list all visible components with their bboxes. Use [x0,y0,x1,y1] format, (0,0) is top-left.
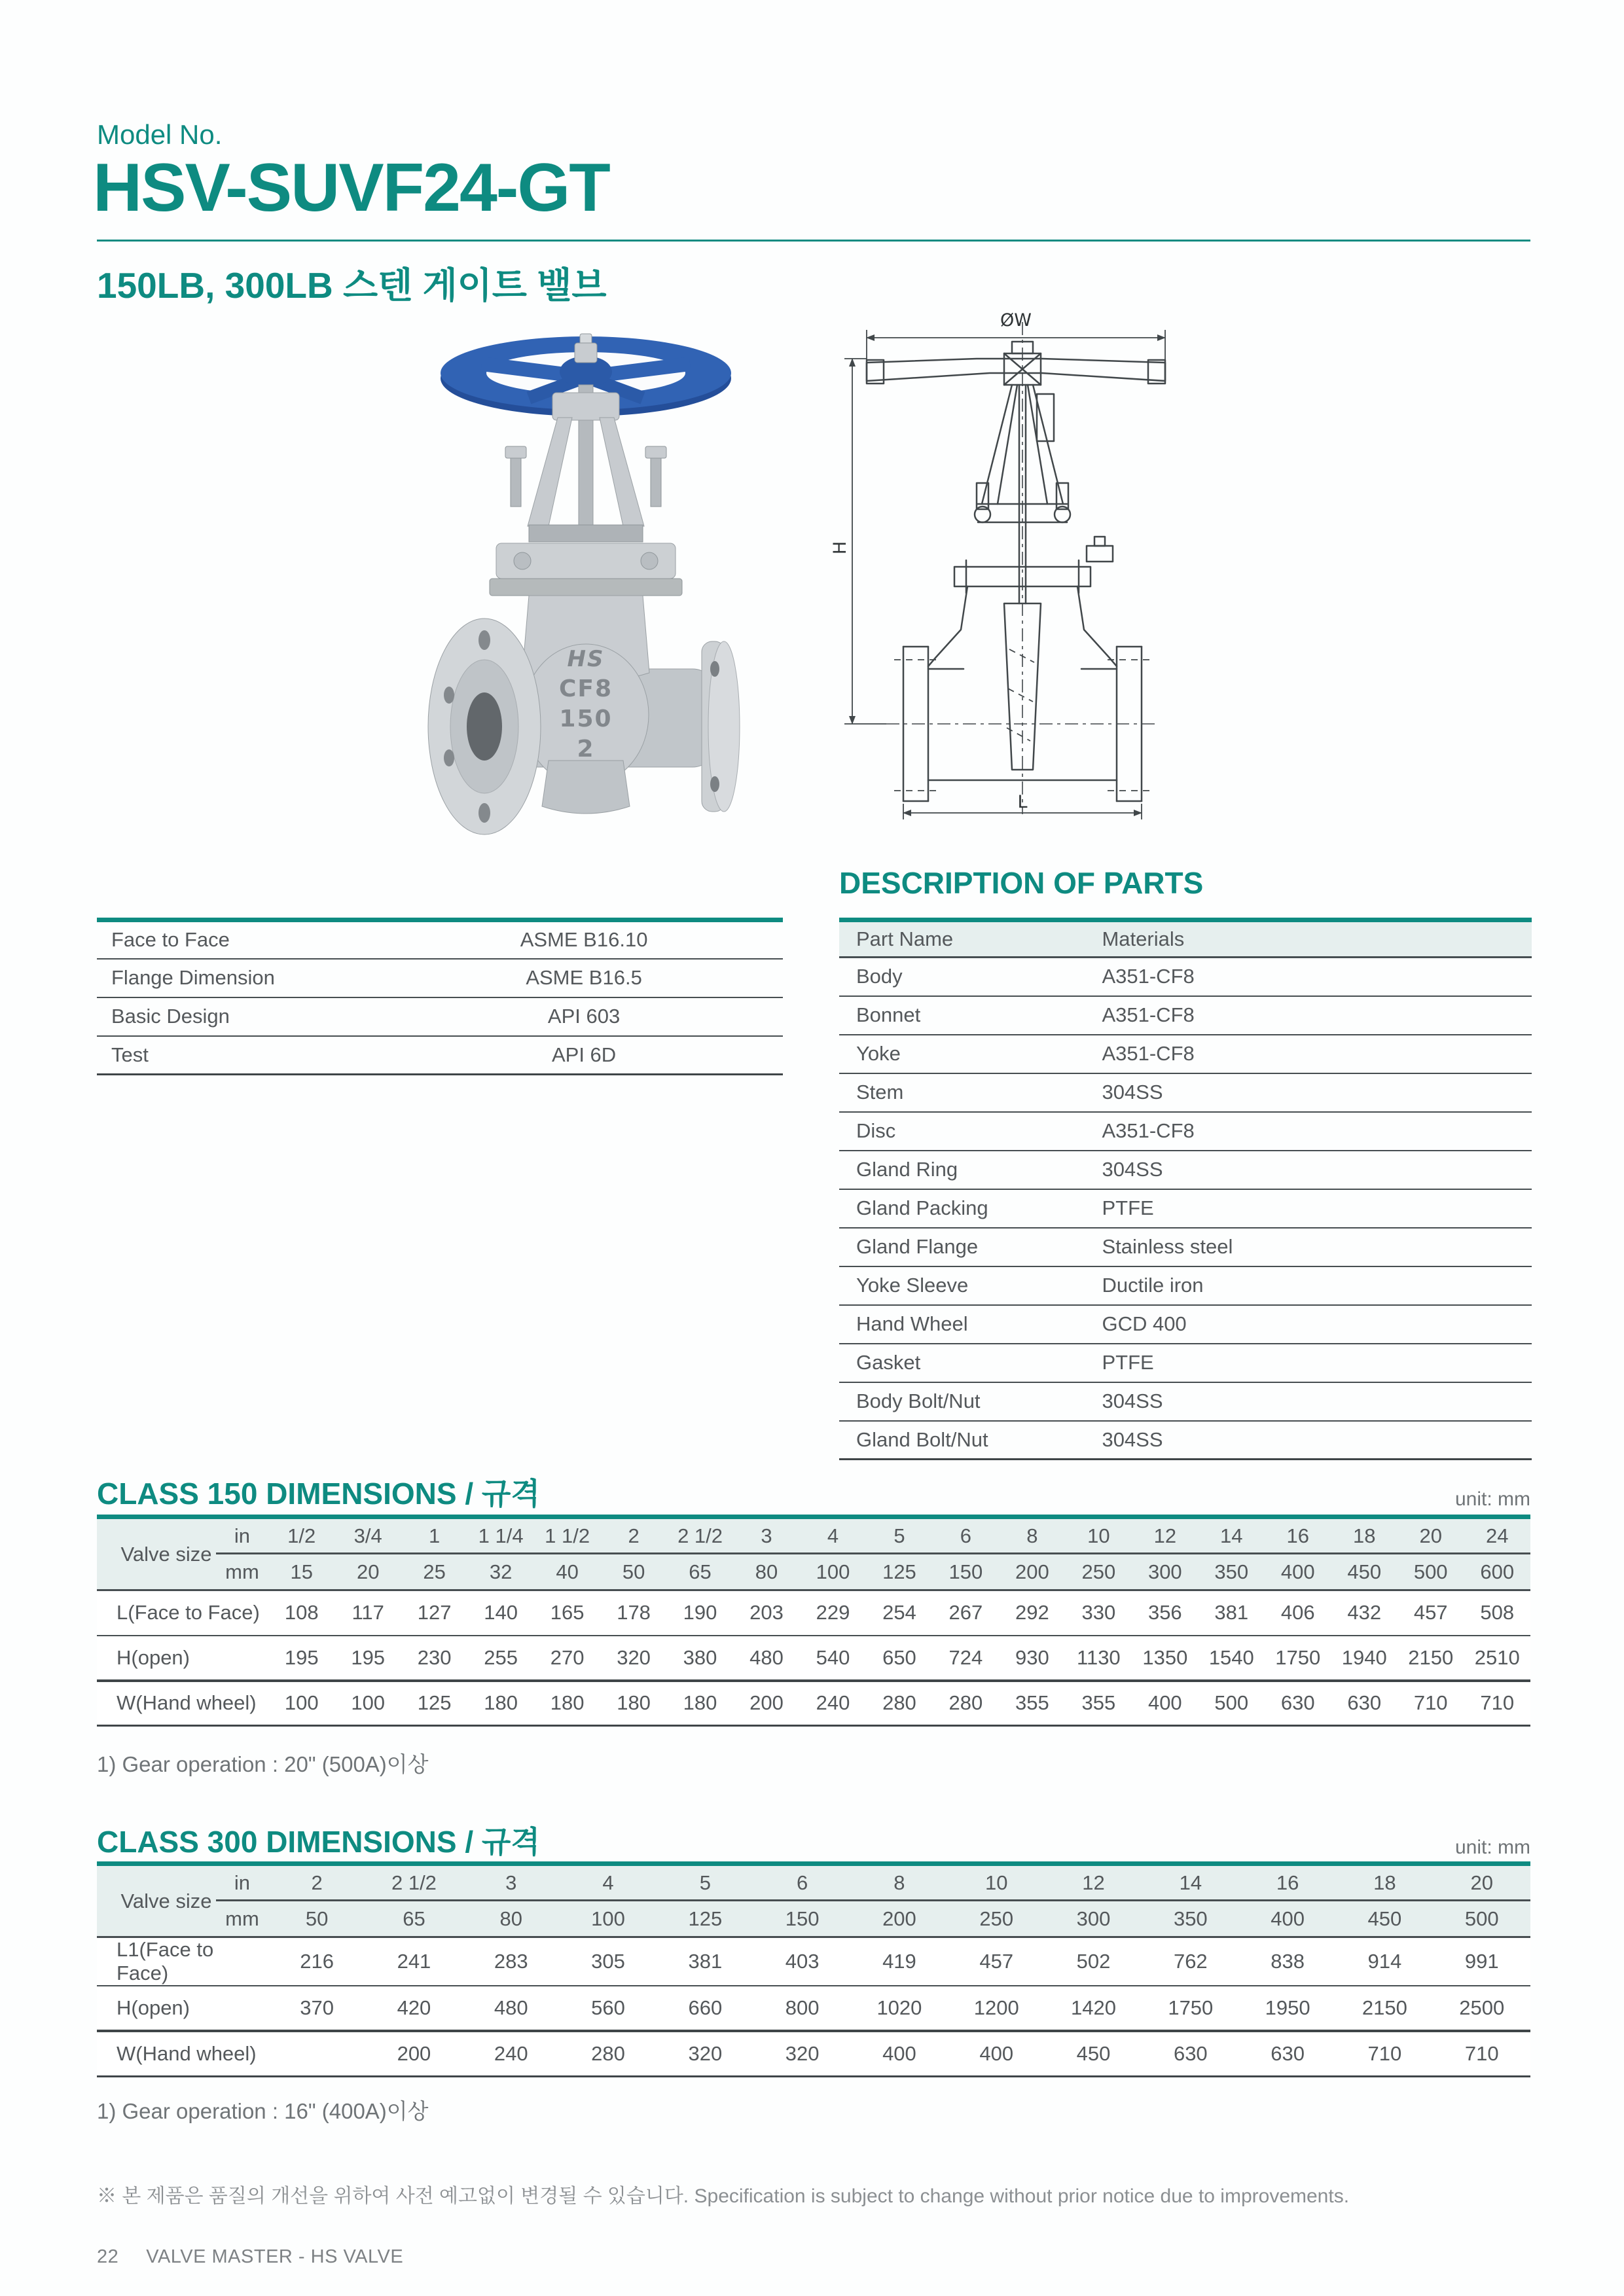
dim-value-cell: 724 [933,1636,999,1681]
gate-valve-drawing [826,296,1206,833]
dim-data-row [97,1986,1530,2031]
class150-footnote: 1) Gear operation : 20" (500A)이상 [97,1752,429,1776]
size-in-cell: 1 [401,1517,467,1554]
spec-value: API 603 [385,997,783,1036]
table-row [839,1112,1532,1151]
table-row [839,1151,1532,1189]
spec-value: API 6D [385,1036,783,1075]
table-row [839,1189,1532,1228]
dim-value-cell: 762 [1142,1937,1239,1986]
size-mm-cell: 250 [948,1901,1045,1937]
dim-value-cell: 710 [1464,1681,1530,1726]
dim-value-cell: 195 [268,1636,334,1681]
size-in-cell: 2 [268,1864,365,1901]
size-mm-cell: 150 [753,1901,850,1937]
dim-value-cell: 117 [334,1590,401,1636]
part-material: Ductile iron [1095,1266,1532,1305]
dim-value-cell: 178 [600,1590,666,1636]
size-mm-cell: 500 [1434,1901,1530,1937]
size-mm-cell: 50 [600,1554,666,1590]
part-name: Disc [839,1112,1095,1151]
drawing-handwheel [867,342,1165,385]
size-in-cell: 2 1/2 [667,1517,733,1554]
title-divider [97,240,1530,242]
class300-footnote: 1) Gear operation : 16" (400A)이상 [97,2099,429,2123]
class150-panel [97,1515,1530,1727]
hs-logo: HS [567,646,605,672]
table-row [97,997,783,1036]
size-mm-cell: 300 [1045,1901,1142,1937]
page-subtitle: 150LB, 300LB 스텐 게이트 밸브 [97,265,607,306]
dim-value-cell: 400 [851,2031,948,2076]
table-row [839,1228,1532,1266]
dim-value-cell: 320 [753,2031,850,2076]
parts-header-row [839,920,1532,958]
marking-size: 2 [577,736,595,762]
dim-value-cell: 710 [1336,2031,1433,2076]
dim-value-cell: 230 [401,1636,467,1681]
part-name: Stem [839,1073,1095,1112]
part-name: Gland Packing [839,1189,1095,1228]
size-in-cell: 5 [657,1864,753,1901]
part-material: A351-CF8 [1095,958,1532,996]
spec-value: ASME B16.10 [385,920,783,959]
dim-value-cell: 2500 [1434,1986,1530,2031]
size-in-cell: 18 [1331,1517,1398,1554]
size-mm-cell: 400 [1265,1554,1331,1590]
drawing-body [894,586,1151,801]
disclaimer-english: Specification is subject to change without prior notice due to improvements. [694,2185,1350,2207]
size-mm-cell: 80 [463,1901,560,1937]
table-row [839,1266,1532,1305]
size-mm-cell: 25 [401,1554,467,1590]
class150-unit-label: unit: mm [1454,1488,1530,1510]
size-mm-cell: 250 [1066,1554,1132,1590]
dim-row-label: L(Face to Face) [97,1590,268,1636]
dim-value-cell: 914 [1336,1937,1433,1986]
dim-row-label: L1(Face to Face) [97,1937,268,1986]
unit-mm-label: mm [216,1901,268,1937]
dim-value-cell: 254 [866,1590,932,1636]
size-mm-cell: 500 [1398,1554,1464,1590]
dim-value-cell: 1420 [1045,1986,1142,2031]
size-in-cell: 18 [1336,1864,1433,1901]
dim-value-cell: 255 [467,1636,533,1681]
size-mm-cell: 20 [334,1554,401,1590]
drawing-yoke [975,385,1113,603]
size-mm-cell: 40 [534,1554,600,1590]
model-no-label: Model No. [97,119,223,150]
dim-value-cell: 203 [733,1590,799,1636]
parts-col-part-name: Part Name [839,920,1095,958]
standards-panel [97,918,783,1075]
dim-value-cell: 400 [1132,1681,1198,1726]
size-mm-cell: 65 [667,1554,733,1590]
dim-value-cell: 2150 [1336,1986,1433,2031]
table-row [839,958,1532,996]
class300-panel [97,1861,1530,2077]
size-mm-cell: 350 [1142,1901,1239,1937]
dim-value-cell: 1950 [1239,1986,1336,2031]
table-row [839,1344,1532,1382]
dim-value-cell: 480 [463,1986,560,2031]
dim-value-cell: 100 [334,1681,401,1726]
size-mm-cell: 450 [1336,1901,1433,1937]
page-title: HSV-SUVF24-GT [93,150,609,226]
part-material: A351-CF8 [1095,996,1532,1035]
dim-value-cell: 2150 [1398,1636,1464,1681]
dim-value-cell: 432 [1331,1590,1398,1636]
dim-value-cell: 710 [1434,2031,1530,2076]
class150-table [97,1515,1530,1727]
size-in-cell: 2 [600,1517,666,1554]
dim-value-cell: 1200 [948,1986,1045,2031]
size-in-cell: 4 [800,1517,866,1554]
dim-value-cell: 630 [1331,1681,1398,1726]
dim-value-cell: 403 [753,1937,850,1986]
dim-value-cell: 630 [1142,2031,1239,2076]
size-in-cell: 10 [948,1864,1045,1901]
dim-value-cell: 1350 [1132,1636,1198,1681]
size-mm-cell: 400 [1239,1901,1336,1937]
size-in-cell: 14 [1199,1517,1265,1554]
unit-mm-label: mm [216,1554,268,1590]
dim-value-cell: 560 [560,1986,657,2031]
dim-value-cell: 800 [753,1986,850,2031]
size-in-cell: 8 [999,1517,1065,1554]
dim-value-cell: 1750 [1265,1636,1331,1681]
class300-title: CLASS 300 DIMENSIONS / 규격 [97,1825,540,1859]
spec-label: Test [97,1036,385,1075]
size-in-cell: 16 [1239,1864,1336,1901]
dim-value-cell: 200 [365,2031,462,2076]
dim-value-cell: 240 [463,2031,560,2076]
dim-header-mm-row [97,1554,1530,1590]
table-row [97,920,783,959]
size-mm-cell: 300 [1132,1554,1198,1590]
part-material: A351-CF8 [1095,1112,1532,1151]
dim-value-cell: 930 [999,1636,1065,1681]
part-material: PTFE [1095,1344,1532,1382]
size-in-cell: 3 [733,1517,799,1554]
size-mm-cell: 350 [1199,1554,1265,1590]
disclaimer-korean: ※ 본 제품은 품질의 개선을 위하여 사전 예고없이 변경될 수 있습니다. [97,2185,689,2207]
size-in-cell: 1/2 [268,1517,334,1554]
page-number: 22 [97,2246,119,2267]
dim-row-label: W(Hand wheel) [97,1681,268,1726]
dim-value-cell: 180 [600,1681,666,1726]
dim-value-cell: 380 [667,1636,733,1681]
size-in-cell: 20 [1434,1864,1530,1901]
dim-data-row [97,2031,1530,2076]
part-material: Stainless steel [1095,1228,1532,1266]
dim-value-cell: 127 [401,1590,467,1636]
dim-header-in-row [97,1517,1530,1554]
table-row [839,1035,1532,1073]
part-material: 304SS [1095,1382,1532,1421]
part-material: PTFE [1095,1189,1532,1228]
dim-value-cell: 200 [733,1681,799,1726]
standards-table [97,918,783,1075]
size-mm-cell: 125 [657,1901,753,1937]
dim-value-cell: 229 [800,1590,866,1636]
table-row [97,1036,783,1075]
dim-value-cell: 180 [467,1681,533,1726]
dim-value-cell: 305 [560,1937,657,1986]
dim-value-cell: 140 [467,1590,533,1636]
dim-value-cell: 355 [999,1681,1065,1726]
dim-value-cell: 406 [1265,1590,1331,1636]
dim-value-cell: 356 [1132,1590,1198,1636]
dim-value-cell: 180 [667,1681,733,1726]
table-row [97,959,783,997]
disclaimer [97,2179,1349,2208]
size-mm-cell: 200 [851,1901,948,1937]
dim-value-cell: 540 [800,1636,866,1681]
dim-h-label: H [830,541,850,555]
size-mm-cell: 100 [560,1901,657,1937]
dim-value-cell: 450 [1045,2031,1142,2076]
dim-value-cell: 630 [1239,2031,1336,2076]
size-in-cell: 10 [1066,1517,1132,1554]
size-mm-cell: 15 [268,1554,334,1590]
part-name: Gland Flange [839,1228,1095,1266]
unit-in-label: in [216,1517,268,1554]
spec-label: Flange Dimension [97,959,385,997]
part-material: 304SS [1095,1151,1532,1189]
part-name: Gasket [839,1344,1095,1382]
dim-value-cell: 400 [948,2031,1045,2076]
size-in-cell: 4 [560,1864,657,1901]
part-name: Hand Wheel [839,1305,1095,1344]
size-in-cell: 1 1/2 [534,1517,600,1554]
part-material: 304SS [1095,1073,1532,1112]
part-material: A351-CF8 [1095,1035,1532,1073]
marking-class: 150 [559,706,613,732]
dim-value-cell: 283 [463,1937,560,1986]
dim-value-cell: 500 [1199,1681,1265,1726]
size-in-cell: 6 [753,1864,850,1901]
dim-header-mm-row [97,1901,1530,1937]
dim-l [903,792,1142,819]
dim-value-cell: 370 [268,1986,365,2031]
part-name: Body [839,958,1095,996]
dim-value-cell: 420 [365,1986,462,2031]
marking-material: CF8 [558,675,613,702]
dim-data-row [97,1590,1530,1636]
class300-table [97,1861,1530,2077]
table-row [839,996,1532,1035]
dim-value-cell: 1020 [851,1986,948,2031]
part-name: Gland Bolt/Nut [839,1421,1095,1460]
dim-value-cell: 280 [560,2031,657,2076]
dim-value-cell: 292 [999,1590,1065,1636]
dim-value-cell: 125 [401,1681,467,1726]
part-material: GCD 400 [1095,1305,1532,1344]
size-in-cell: 12 [1132,1517,1198,1554]
dim-value-cell: 100 [268,1681,334,1726]
size-in-cell: 12 [1045,1864,1142,1901]
size-mm-cell: 150 [933,1554,999,1590]
dim-value-cell: 457 [948,1937,1045,1986]
page-footer [97,2246,403,2268]
dim-h [830,359,886,724]
size-in-cell: 5 [866,1517,932,1554]
size-in-cell: 14 [1142,1864,1239,1901]
table-row [839,1305,1532,1344]
dim-value-cell: 165 [534,1590,600,1636]
dim-data-row [97,1681,1530,1726]
dim-data-row [97,1937,1530,1986]
size-mm-cell: 100 [800,1554,866,1590]
size-in-cell: 1 1/4 [467,1517,533,1554]
part-name: Yoke Sleeve [839,1266,1095,1305]
spec-value: ASME B16.5 [385,959,783,997]
part-name: Bonnet [839,996,1095,1035]
part-name: Body Bolt/Nut [839,1382,1095,1421]
size-mm-cell: 50 [268,1901,365,1937]
dim-value-cell: 280 [866,1681,932,1726]
dim-value-cell: 381 [657,1937,753,1986]
class150-title: CLASS 150 DIMENSIONS / 규격 [97,1477,540,1511]
dim-value-cell [268,2031,365,2076]
dim-value-cell: 660 [657,1986,753,2031]
size-in-cell: 6 [933,1517,999,1554]
dim-header-in-row [97,1864,1530,1901]
size-mm-cell: 80 [733,1554,799,1590]
dim-value-cell: 320 [600,1636,666,1681]
dim-l-label: L [1017,792,1028,812]
spec-label: Face to Face [97,920,385,959]
dim-value-cell: 508 [1464,1590,1530,1636]
size-mm-cell: 125 [866,1554,932,1590]
dim-value-cell: 457 [1398,1590,1464,1636]
size-in-cell: 3/4 [334,1517,401,1554]
dim-value-cell: 502 [1045,1937,1142,1986]
valve-size-label: Valve size [97,1517,216,1590]
dim-value-cell: 241 [365,1937,462,1986]
dim-w-label: ØW [1000,310,1032,331]
dim-value-cell: 650 [866,1636,932,1681]
dim-value-cell: 216 [268,1937,365,1986]
table-row [839,1421,1532,1460]
size-in-cell: 16 [1265,1517,1331,1554]
size-mm-cell: 65 [365,1901,462,1937]
gate-valve-photo [419,302,753,839]
dim-value-cell: 1750 [1142,1986,1239,2031]
dim-value-cell: 381 [1199,1590,1265,1636]
dim-value-cell: 195 [334,1636,401,1681]
class300-unit-label: unit: mm [1454,1837,1530,1858]
valve-size-label: Valve size [97,1864,216,1937]
part-material: 304SS [1095,1421,1532,1460]
dim-value-cell: 108 [268,1590,334,1636]
dim-row-label: H(open) [97,1636,268,1681]
size-in-cell: 3 [463,1864,560,1901]
parts-section-title: DESCRIPTION OF PARTS [839,866,1204,900]
dim-value-cell: 190 [667,1590,733,1636]
parts-panel [839,918,1532,1460]
dim-row-label: H(open) [97,1986,268,2031]
unit-in-label: in [216,1864,268,1901]
dim-value-cell: 180 [534,1681,600,1726]
part-name: Yoke [839,1035,1095,1073]
table-row [839,1073,1532,1112]
parts-table [839,918,1532,1460]
dim-value-cell: 991 [1434,1937,1530,1986]
dim-value-cell: 355 [1066,1681,1132,1726]
size-in-cell: 8 [851,1864,948,1901]
dim-value-cell: 710 [1398,1681,1464,1726]
parts-col-materials: Materials [1095,920,1532,958]
dim-value-cell: 838 [1239,1937,1336,1986]
dim-value-cell: 1540 [1199,1636,1265,1681]
dim-data-row [97,1636,1530,1681]
dim-value-cell: 1130 [1066,1636,1132,1681]
dim-value-cell: 240 [800,1681,866,1726]
dim-value-cell: 2510 [1464,1636,1530,1681]
dim-value-cell: 267 [933,1590,999,1636]
dim-value-cell: 280 [933,1681,999,1726]
dim-value-cell: 320 [657,2031,753,2076]
dim-value-cell: 1940 [1331,1636,1398,1681]
part-name: Gland Ring [839,1151,1095,1189]
dim-value-cell: 480 [733,1636,799,1681]
brand-footer: VALVE MASTER - HS VALVE [146,2246,404,2267]
dim-value-cell: 630 [1265,1681,1331,1726]
size-in-cell: 20 [1398,1517,1464,1554]
size-mm-cell: 450 [1331,1554,1398,1590]
spec-label: Basic Design [97,997,385,1036]
size-mm-cell: 200 [999,1554,1065,1590]
dim-value-cell: 419 [851,1937,948,1986]
table-row [839,1382,1532,1421]
dim-value-cell: 270 [534,1636,600,1681]
size-mm-cell: 600 [1464,1554,1530,1590]
dim-value-cell: 330 [1066,1590,1132,1636]
size-in-cell: 24 [1464,1517,1530,1554]
bonnet [490,543,682,596]
dim-row-label: W(Hand wheel) [97,2031,268,2076]
size-in-cell: 2 1/2 [365,1864,462,1901]
size-mm-cell: 32 [467,1554,533,1590]
